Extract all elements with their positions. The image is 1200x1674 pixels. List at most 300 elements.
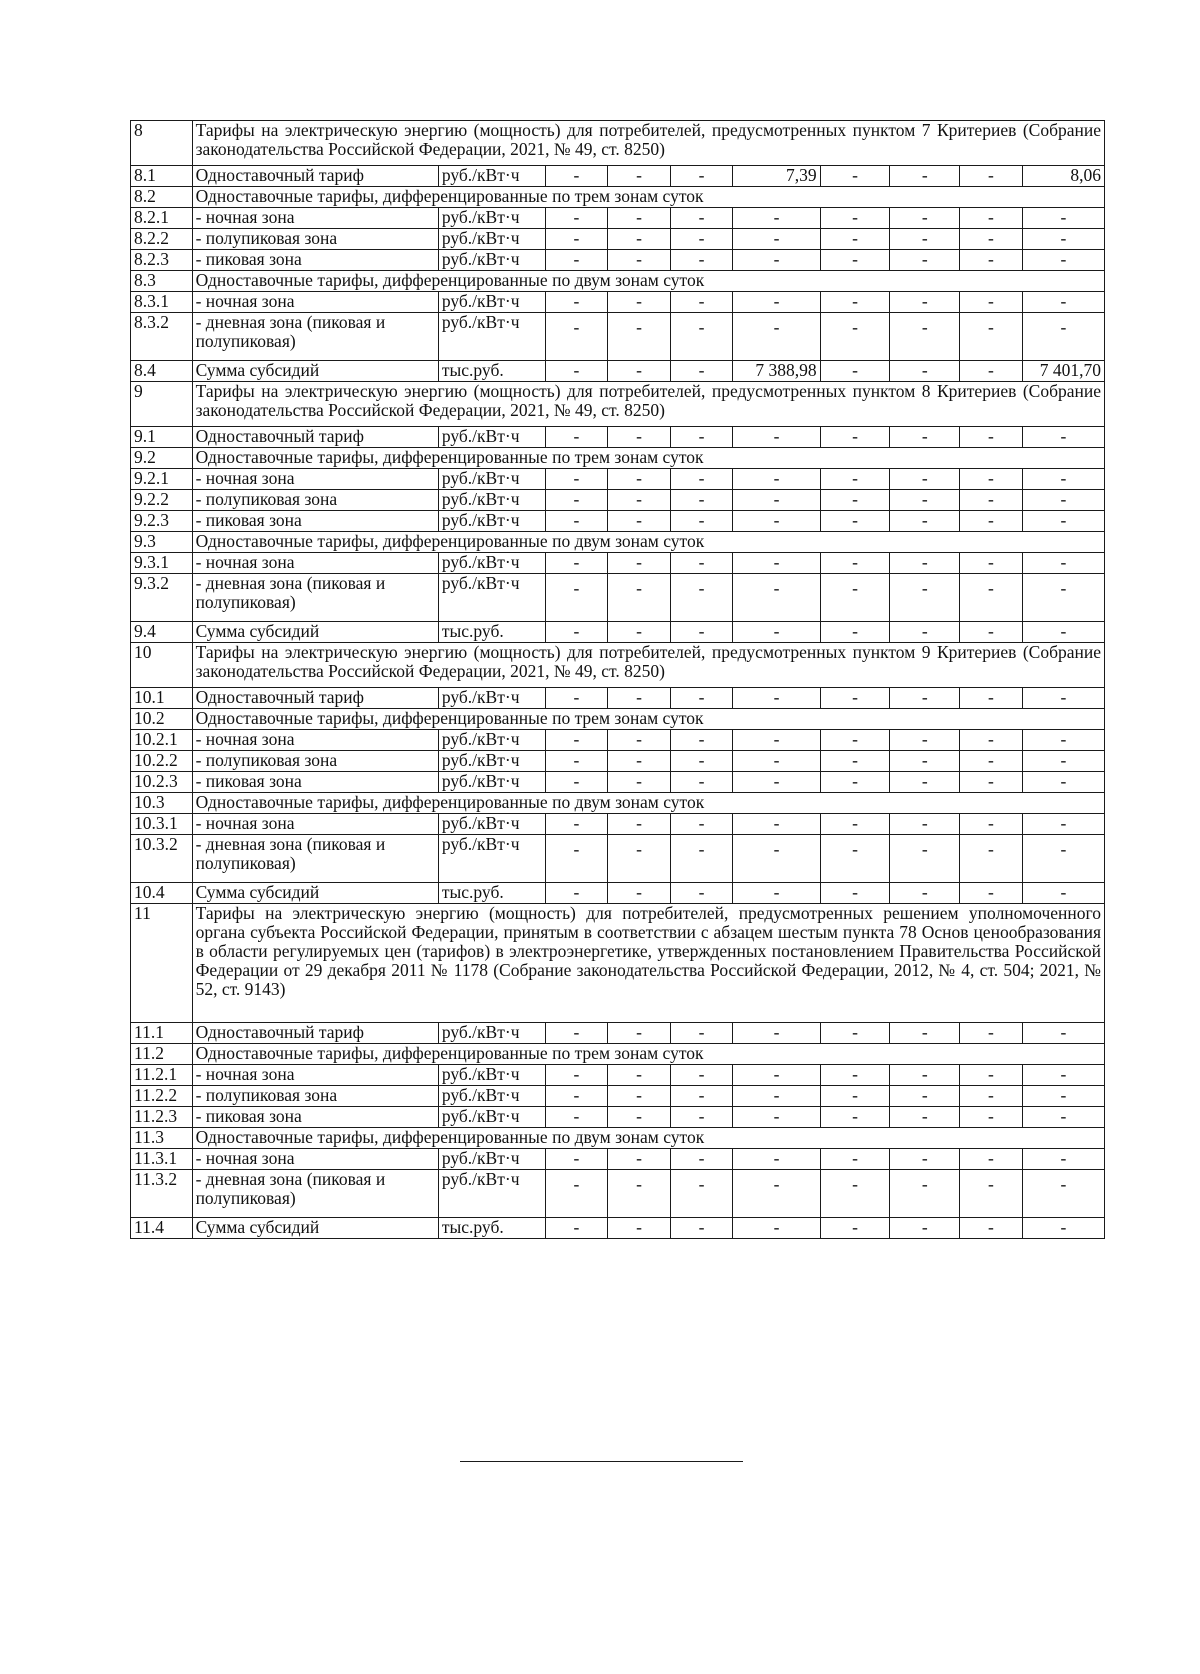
- value-cell: -: [608, 1107, 671, 1128]
- value-cell: -: [820, 1170, 890, 1218]
- row-label: - пиковая зона: [192, 772, 438, 793]
- value-cell: -: [670, 208, 733, 229]
- unit-cell: руб./кВт·ч: [438, 1149, 545, 1170]
- value-cell: -: [733, 814, 820, 835]
- unit-cell: руб./кВт·ч: [438, 1107, 545, 1128]
- value-cell: -: [820, 1023, 890, 1044]
- value-cell: -: [890, 574, 960, 622]
- value-cell: -: [1022, 313, 1104, 361]
- value-cell: -: [545, 835, 608, 883]
- value-cell: -: [960, 313, 1023, 361]
- value-cell: -: [608, 361, 671, 382]
- value-cell: -: [960, 292, 1023, 313]
- value-cell: -: [733, 427, 820, 448]
- value-cell: -: [960, 688, 1023, 709]
- value-cell: -: [733, 553, 820, 574]
- end-rule: [460, 1461, 743, 1462]
- unit-cell: тыс.руб.: [438, 361, 545, 382]
- unit-cell: руб./кВт·ч: [438, 553, 545, 574]
- row-number: 8.3: [131, 271, 193, 292]
- value-cell: -: [670, 1065, 733, 1086]
- value-cell: -: [670, 1023, 733, 1044]
- row-number: 9.3.2: [131, 574, 193, 622]
- value-cell: -: [670, 229, 733, 250]
- value-cell: -: [890, 1149, 960, 1170]
- row-number: 11.3.1: [131, 1149, 193, 1170]
- value-cell: -: [608, 292, 671, 313]
- value-cell: -: [608, 1149, 671, 1170]
- value-cell: -: [670, 490, 733, 511]
- table-row: [131, 121, 1105, 166]
- table-row: [131, 1044, 1105, 1065]
- value-cell: -: [1022, 814, 1104, 835]
- row-label: - полупиковая зона: [192, 751, 438, 772]
- section-heading: Тарифы на электрическую энергию (мощность) для потребителей, предусмотренных решением уполномоченного органа субъекта Российской Федерации, принятым в соответствии с абзацем шестым пункта 78 Основ ценообразования в области регулируемых цен (тарифов) в электроэнергетике, утвержденных постановлением Правительства Российской Федерации от 29 декабря 2011 № 1178 (Собрание законодательства Российской Федерации, 2012, № 4, ст. 504; 2021, № 52, ст. 9143): [192, 904, 1104, 1023]
- unit-cell: руб./кВт·ч: [438, 574, 545, 622]
- value-cell: -: [960, 511, 1023, 532]
- row-label: - дневная зона (пиковая и полупиковая): [192, 1170, 438, 1218]
- value-cell: -: [890, 730, 960, 751]
- table-row: [131, 187, 1105, 208]
- value-cell: -: [545, 1107, 608, 1128]
- table-row: [131, 1065, 1105, 1086]
- value-cell: -: [670, 1170, 733, 1218]
- row-label: Одноставочный тариф: [192, 427, 438, 448]
- table-row: [131, 361, 1105, 382]
- value-cell: -: [670, 166, 733, 187]
- row-number: 9.2: [131, 448, 193, 469]
- table-row: [131, 1023, 1105, 1044]
- value-cell: 8,06: [1022, 166, 1104, 187]
- table-row: [131, 643, 1105, 688]
- value-cell: -: [960, 730, 1023, 751]
- row-label: - ночная зона: [192, 814, 438, 835]
- value-cell: -: [890, 208, 960, 229]
- subsection-heading: Одноставочные тарифы, дифференцированные по трем зонам суток: [192, 187, 1104, 208]
- row-number: 8: [131, 121, 193, 166]
- value-cell: -: [545, 490, 608, 511]
- value-cell: -: [545, 883, 608, 904]
- value-cell: -: [820, 622, 890, 643]
- row-number: 8.4: [131, 361, 193, 382]
- value-cell: -: [670, 313, 733, 361]
- value-cell: -: [733, 751, 820, 772]
- value-cell: -: [820, 1065, 890, 1086]
- value-cell: -: [820, 835, 890, 883]
- value-cell: -: [1022, 469, 1104, 490]
- value-cell: -: [545, 469, 608, 490]
- value-cell: -: [670, 688, 733, 709]
- value-cell: -: [820, 1086, 890, 1107]
- value-cell: -: [670, 751, 733, 772]
- row-number: 9.3.1: [131, 553, 193, 574]
- value-cell: -: [608, 490, 671, 511]
- value-cell: -: [960, 208, 1023, 229]
- value-cell: -: [1022, 1086, 1104, 1107]
- value-cell: -: [670, 574, 733, 622]
- value-cell: -: [1022, 772, 1104, 793]
- value-cell: -: [1022, 553, 1104, 574]
- table-row: [131, 835, 1105, 883]
- value-cell: -: [545, 229, 608, 250]
- value-cell: -: [670, 622, 733, 643]
- value-cell: -: [960, 1107, 1023, 1128]
- value-cell: -: [1022, 574, 1104, 622]
- value-cell: -: [545, 751, 608, 772]
- value-cell: -: [670, 1218, 733, 1239]
- value-cell: -: [890, 1218, 960, 1239]
- value-cell: -: [608, 814, 671, 835]
- value-cell: -: [733, 772, 820, 793]
- table-row: [131, 1086, 1105, 1107]
- unit-cell: руб./кВт·ч: [438, 166, 545, 187]
- value-cell: -: [670, 883, 733, 904]
- value-cell: -: [890, 361, 960, 382]
- value-cell: -: [1022, 1170, 1104, 1218]
- table-row: [131, 772, 1105, 793]
- table-row: [131, 229, 1105, 250]
- row-number: 8.2: [131, 187, 193, 208]
- value-cell: -: [820, 361, 890, 382]
- row-number: 9.1: [131, 427, 193, 448]
- table-row: [131, 793, 1105, 814]
- value-cell: -: [1022, 490, 1104, 511]
- value-cell: -: [608, 1065, 671, 1086]
- subsection-heading: Одноставочные тарифы, дифференцированные по двум зонам суток: [192, 271, 1104, 292]
- value-cell: -: [608, 427, 671, 448]
- row-number: 10.3.2: [131, 835, 193, 883]
- value-cell: -: [960, 751, 1023, 772]
- value-cell: -: [545, 574, 608, 622]
- value-cell: -: [960, 1170, 1023, 1218]
- row-number: 8.3.2: [131, 313, 193, 361]
- value-cell: 7 388,98: [733, 361, 820, 382]
- value-cell: -: [960, 622, 1023, 643]
- value-cell: -: [545, 772, 608, 793]
- value-cell: -: [890, 751, 960, 772]
- table-row: [131, 688, 1105, 709]
- row-number: 11.2.3: [131, 1107, 193, 1128]
- table-row: [131, 490, 1105, 511]
- table-row: [131, 1170, 1105, 1218]
- table-row: [131, 751, 1105, 772]
- unit-cell: руб./кВт·ч: [438, 1170, 545, 1218]
- row-label: - ночная зона: [192, 1149, 438, 1170]
- value-cell: -: [890, 814, 960, 835]
- tariff-table: [130, 120, 1105, 1239]
- unit-cell: руб./кВт·ч: [438, 730, 545, 751]
- value-cell: -: [733, 622, 820, 643]
- value-cell: -: [608, 469, 671, 490]
- value-cell: -: [820, 772, 890, 793]
- unit-cell: руб./кВт·ч: [438, 427, 545, 448]
- value-cell: -: [890, 511, 960, 532]
- table-row: [131, 292, 1105, 313]
- value-cell: -: [960, 835, 1023, 883]
- value-cell: -: [890, 688, 960, 709]
- value-cell: -: [545, 1086, 608, 1107]
- value-cell: -: [670, 1149, 733, 1170]
- row-number: 9: [131, 382, 193, 427]
- unit-cell: руб./кВт·ч: [438, 511, 545, 532]
- value-cell: -: [733, 208, 820, 229]
- value-cell: -: [960, 772, 1023, 793]
- row-label: Одноставочный тариф: [192, 166, 438, 187]
- value-cell: -: [960, 574, 1023, 622]
- value-cell: -: [820, 553, 890, 574]
- value-cell: -: [733, 1065, 820, 1086]
- row-number: 11.4: [131, 1218, 193, 1239]
- value-cell: -: [1022, 229, 1104, 250]
- value-cell: -: [608, 250, 671, 271]
- table-row: [131, 511, 1105, 532]
- value-cell: -: [733, 1086, 820, 1107]
- value-cell: -: [608, 166, 671, 187]
- table-row: [131, 208, 1105, 229]
- value-cell: -: [890, 1065, 960, 1086]
- value-cell: -: [608, 1086, 671, 1107]
- value-cell: -: [670, 250, 733, 271]
- row-number: 10: [131, 643, 193, 688]
- value-cell: -: [960, 1218, 1023, 1239]
- value-cell: -: [1022, 835, 1104, 883]
- value-cell: -: [733, 229, 820, 250]
- row-number: 10.2.3: [131, 772, 193, 793]
- value-cell: -: [890, 883, 960, 904]
- row-number: 11.3: [131, 1128, 193, 1149]
- table-row: [131, 427, 1105, 448]
- row-number: 11.2.1: [131, 1065, 193, 1086]
- table-row: [131, 469, 1105, 490]
- value-cell: -: [820, 166, 890, 187]
- subsection-heading: Одноставочные тарифы, дифференцированные по трем зонам суток: [192, 1044, 1104, 1065]
- value-cell: -: [733, 730, 820, 751]
- value-cell: -: [545, 208, 608, 229]
- value-cell: -: [820, 1218, 890, 1239]
- value-cell: -: [545, 1149, 608, 1170]
- value-cell: -: [890, 1086, 960, 1107]
- table-row: [131, 1149, 1105, 1170]
- table-row: [131, 532, 1105, 553]
- value-cell: -: [670, 772, 733, 793]
- value-cell: -: [670, 511, 733, 532]
- value-cell: -: [608, 751, 671, 772]
- table-row: [131, 382, 1105, 427]
- row-number: 11.2.2: [131, 1086, 193, 1107]
- value-cell: -: [733, 1170, 820, 1218]
- value-cell: -: [545, 814, 608, 835]
- value-cell: -: [1022, 427, 1104, 448]
- value-cell: -: [608, 1170, 671, 1218]
- row-number: 10.3.1: [131, 814, 193, 835]
- value-cell: -: [820, 730, 890, 751]
- section-heading: Тарифы на электрическую энергию (мощность) для потребителей, предусмотренных пунктом 9 Критериев (Собрание законодательства Российской Федерации, 2021, № 49, ст. 8250): [192, 643, 1104, 688]
- value-cell: 7 401,70: [1022, 361, 1104, 382]
- unit-cell: руб./кВт·ч: [438, 229, 545, 250]
- row-label: Сумма субсидий: [192, 1218, 438, 1239]
- unit-cell: руб./кВт·ч: [438, 313, 545, 361]
- value-cell: -: [820, 292, 890, 313]
- value-cell: -: [608, 574, 671, 622]
- value-cell: -: [608, 883, 671, 904]
- value-cell: -: [820, 313, 890, 361]
- value-cell: -: [820, 469, 890, 490]
- table-row: [131, 574, 1105, 622]
- value-cell: -: [960, 361, 1023, 382]
- value-cell: -: [960, 1023, 1023, 1044]
- value-cell: -: [890, 490, 960, 511]
- table-row: [131, 1218, 1105, 1239]
- value-cell: -: [670, 469, 733, 490]
- value-cell: -: [670, 814, 733, 835]
- row-label: Сумма субсидий: [192, 622, 438, 643]
- value-cell: -: [1022, 208, 1104, 229]
- value-cell: -: [1022, 1218, 1104, 1239]
- value-cell: -: [890, 469, 960, 490]
- row-label: Одноставочный тариф: [192, 688, 438, 709]
- subsection-heading: Одноставочные тарифы, дифференцированные по трем зонам суток: [192, 448, 1104, 469]
- row-label: - пиковая зона: [192, 511, 438, 532]
- value-cell: -: [608, 688, 671, 709]
- value-cell: -: [670, 1107, 733, 1128]
- value-cell: -: [820, 427, 890, 448]
- value-cell: -: [960, 250, 1023, 271]
- value-cell: -: [545, 1065, 608, 1086]
- value-cell: -: [608, 229, 671, 250]
- unit-cell: руб./кВт·ч: [438, 469, 545, 490]
- value-cell: -: [820, 1107, 890, 1128]
- value-cell: -: [545, 622, 608, 643]
- value-cell: -: [733, 511, 820, 532]
- value-cell: -: [545, 313, 608, 361]
- value-cell: -: [890, 313, 960, 361]
- row-label: - ночная зона: [192, 1065, 438, 1086]
- value-cell: -: [820, 229, 890, 250]
- value-cell: -: [670, 292, 733, 313]
- unit-cell: руб./кВт·ч: [438, 292, 545, 313]
- table-row: [131, 1107, 1105, 1128]
- row-label: - пиковая зона: [192, 250, 438, 271]
- value-cell: -: [820, 883, 890, 904]
- value-cell: -: [733, 292, 820, 313]
- value-cell: -: [820, 751, 890, 772]
- row-number: 11.1: [131, 1023, 193, 1044]
- value-cell: -: [1022, 688, 1104, 709]
- value-cell: -: [545, 553, 608, 574]
- row-number: 9.4: [131, 622, 193, 643]
- value-cell: -: [733, 688, 820, 709]
- value-cell: -: [670, 361, 733, 382]
- row-label: - дневная зона (пиковая и полупиковая): [192, 574, 438, 622]
- table-row: [131, 883, 1105, 904]
- value-cell: -: [1022, 1065, 1104, 1086]
- row-number: 10.2.1: [131, 730, 193, 751]
- row-label: Сумма субсидий: [192, 361, 438, 382]
- unit-cell: руб./кВт·ч: [438, 490, 545, 511]
- row-label: - пиковая зона: [192, 1107, 438, 1128]
- value-cell: -: [820, 208, 890, 229]
- value-cell: -: [670, 427, 733, 448]
- value-cell: -: [890, 229, 960, 250]
- unit-cell: руб./кВт·ч: [438, 250, 545, 271]
- row-number: 9.2.2: [131, 490, 193, 511]
- value-cell: -: [820, 814, 890, 835]
- row-label: - полупиковая зона: [192, 490, 438, 511]
- value-cell: -: [545, 292, 608, 313]
- row-label: - дневная зона (пиковая и полупиковая): [192, 313, 438, 361]
- unit-cell: руб./кВт·ч: [438, 835, 545, 883]
- value-cell: -: [820, 511, 890, 532]
- value-cell: -: [733, 1023, 820, 1044]
- value-cell: -: [890, 1023, 960, 1044]
- value-cell: -: [608, 730, 671, 751]
- table-row: [131, 622, 1105, 643]
- row-label: - дневная зона (пиковая и полупиковая): [192, 835, 438, 883]
- value-cell: -: [545, 730, 608, 751]
- value-cell: -: [608, 835, 671, 883]
- value-cell: -: [733, 469, 820, 490]
- unit-cell: руб./кВт·ч: [438, 1086, 545, 1107]
- value-cell: -: [960, 229, 1023, 250]
- table-row: [131, 250, 1105, 271]
- table-row: [131, 313, 1105, 361]
- value-cell: -: [960, 1086, 1023, 1107]
- row-number: 9.3: [131, 532, 193, 553]
- value-cell: -: [1022, 1149, 1104, 1170]
- row-label: - ночная зона: [192, 553, 438, 574]
- value-cell: -: [890, 427, 960, 448]
- value-cell: -: [960, 490, 1023, 511]
- unit-cell: руб./кВт·ч: [438, 688, 545, 709]
- unit-cell: руб./кВт·ч: [438, 1065, 545, 1086]
- value-cell: -: [545, 1218, 608, 1239]
- value-cell: -: [820, 688, 890, 709]
- row-number: 11.3.2: [131, 1170, 193, 1218]
- row-number: 8.1: [131, 166, 193, 187]
- unit-cell: тыс.руб.: [438, 1218, 545, 1239]
- table-row: [131, 166, 1105, 187]
- value-cell: -: [820, 1149, 890, 1170]
- subsection-heading: Одноставочные тарифы, дифференцированные по двум зонам суток: [192, 532, 1104, 553]
- row-number: 8.2.1: [131, 208, 193, 229]
- unit-cell: руб./кВт·ч: [438, 1023, 545, 1044]
- value-cell: 7,39: [733, 166, 820, 187]
- value-cell: -: [670, 835, 733, 883]
- unit-cell: тыс.руб.: [438, 622, 545, 643]
- value-cell: -: [1022, 883, 1104, 904]
- value-cell: -: [545, 361, 608, 382]
- value-cell: -: [820, 250, 890, 271]
- value-cell: -: [608, 208, 671, 229]
- subsection-heading: Одноставочные тарифы, дифференцированные по трем зонам суток: [192, 709, 1104, 730]
- value-cell: -: [670, 1086, 733, 1107]
- section-heading: Тарифы на электрическую энергию (мощность) для потребителей, предусмотренных пунктом 8 Критериев (Собрание законодательства Российской Федерации, 2021, № 49, ст. 8250): [192, 382, 1104, 427]
- value-cell: -: [890, 553, 960, 574]
- value-cell: -: [1022, 292, 1104, 313]
- value-cell: -: [890, 166, 960, 187]
- unit-cell: руб./кВт·ч: [438, 208, 545, 229]
- value-cell: -: [733, 1149, 820, 1170]
- table-row: [131, 448, 1105, 469]
- value-cell: -: [1022, 622, 1104, 643]
- row-number: 10.4: [131, 883, 193, 904]
- value-cell: -: [890, 250, 960, 271]
- value-cell: -: [733, 1107, 820, 1128]
- value-cell: -: [890, 835, 960, 883]
- row-number: 10.3: [131, 793, 193, 814]
- value-cell: -: [545, 688, 608, 709]
- value-cell: -: [890, 622, 960, 643]
